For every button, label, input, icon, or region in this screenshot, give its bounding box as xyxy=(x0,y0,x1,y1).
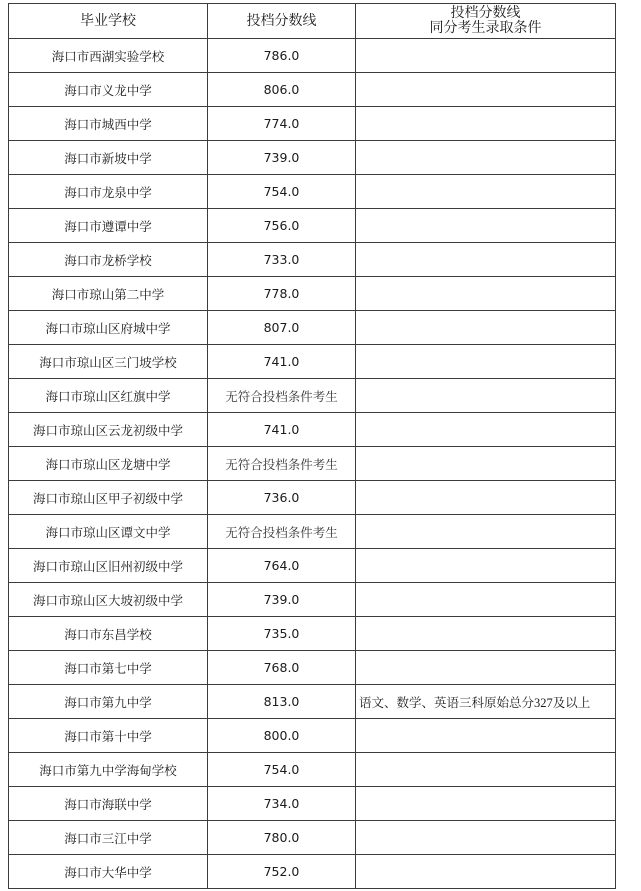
tie-condition-cell xyxy=(356,141,616,175)
cutoff-score-cell: 754.0 xyxy=(208,753,356,787)
school-name-cell: 海口市龙泉中学 xyxy=(9,175,208,209)
cutoff-score-cell: 768.0 xyxy=(208,651,356,685)
tie-condition-cell xyxy=(356,753,616,787)
cutoff-score-cell: 735.0 xyxy=(208,617,356,651)
tie-condition-cell xyxy=(356,583,616,617)
cutoff-score-cell: 774.0 xyxy=(208,107,356,141)
tie-condition-cell xyxy=(356,821,616,855)
cutoff-score-cell: 786.0 xyxy=(208,39,356,73)
school-name-cell: 海口市东昌学校 xyxy=(9,617,208,651)
cutoff-score-cell: 741.0 xyxy=(208,345,356,379)
cutoff-score-cell: 754.0 xyxy=(208,175,356,209)
tie-condition-cell xyxy=(356,719,616,753)
table-row xyxy=(9,787,616,821)
tie-condition-cell xyxy=(356,549,616,583)
cutoff-score-cell: 807.0 xyxy=(208,311,356,345)
school-name-cell: 海口市琼山区三门坡学校 xyxy=(9,345,208,379)
header-tie-label-line1: 投档分数线 xyxy=(450,6,521,21)
school-name-cell: 海口市琼山区谭文中学 xyxy=(9,515,208,549)
table-row xyxy=(9,345,616,379)
school-name-cell: 海口市西湖实验学校 xyxy=(9,39,208,73)
cutoff-score-cell: 800.0 xyxy=(208,719,356,753)
table-row xyxy=(9,413,616,447)
table-row xyxy=(9,583,616,617)
tie-condition-cell xyxy=(356,787,616,821)
tie-condition-cell xyxy=(356,243,616,277)
school-name-cell: 海口市龙桥学校 xyxy=(9,243,208,277)
tie-condition-cell xyxy=(356,209,616,243)
school-name-cell: 海口市义龙中学 xyxy=(9,73,208,107)
school-name-cell: 海口市琼山区甲子初级中学 xyxy=(9,481,208,515)
tie-condition-cell xyxy=(356,311,616,345)
table-row xyxy=(9,549,616,583)
header-score-label: 投档分数线 xyxy=(246,13,317,29)
tie-condition-cell xyxy=(356,515,616,549)
school-name-cell: 海口市三江中学 xyxy=(9,821,208,855)
cutoff-score-cell: 752.0 xyxy=(208,855,356,889)
tie-condition-cell xyxy=(356,175,616,209)
table-row xyxy=(9,311,616,345)
table-row xyxy=(9,107,616,141)
header-score xyxy=(208,4,356,39)
cutoff-table-container xyxy=(8,3,616,889)
tie-condition-cell xyxy=(356,617,616,651)
cutoff-score-cell: 734.0 xyxy=(208,787,356,821)
table-row xyxy=(9,617,616,651)
school-name-cell: 海口市琼山区云龙初级中学 xyxy=(9,413,208,447)
school-name-cell: 海口市琼山区红旗中学 xyxy=(9,379,208,413)
table-row xyxy=(9,685,616,719)
cutoff-score-cell: 756.0 xyxy=(208,209,356,243)
cutoff-score-cell: 无符合投档条件考生 xyxy=(208,515,356,549)
table-row xyxy=(9,39,616,73)
school-name-cell: 海口市琼山区大坡初级中学 xyxy=(9,583,208,617)
cutoff-score-cell: 无符合投档条件考生 xyxy=(208,447,356,481)
school-name-cell: 海口市海联中学 xyxy=(9,787,208,821)
tie-condition-cell xyxy=(356,481,616,515)
tie-condition-cell xyxy=(356,413,616,447)
table-row xyxy=(9,855,616,889)
table-row xyxy=(9,141,616,175)
cutoff-score-cell: 778.0 xyxy=(208,277,356,311)
table-row xyxy=(9,651,616,685)
table-body xyxy=(9,39,616,889)
cutoff-score-cell: 806.0 xyxy=(208,73,356,107)
school-name-cell: 海口市第十中学 xyxy=(9,719,208,753)
school-name-cell: 海口市琼山区旧州初级中学 xyxy=(9,549,208,583)
cutoff-score-cell: 无符合投档条件考生 xyxy=(208,379,356,413)
cutoff-score-cell: 780.0 xyxy=(208,821,356,855)
school-name-cell: 海口市琼山区龙塘中学 xyxy=(9,447,208,481)
table-row xyxy=(9,277,616,311)
header-school xyxy=(9,4,208,39)
tie-condition-cell xyxy=(356,379,616,413)
tie-condition-cell xyxy=(356,651,616,685)
cutoff-score-table xyxy=(8,3,616,889)
table-header-row xyxy=(9,4,616,39)
header-school-label: 毕业学校 xyxy=(80,13,136,29)
cutoff-score-cell: 741.0 xyxy=(208,413,356,447)
tie-condition-cell: 语文、数学、英语三科原始总分327及以上 xyxy=(356,685,616,719)
table-row xyxy=(9,753,616,787)
cutoff-score-cell: 813.0 xyxy=(208,685,356,719)
tie-condition-cell xyxy=(356,39,616,73)
cutoff-score-cell: 764.0 xyxy=(208,549,356,583)
school-name-cell: 海口市新坡中学 xyxy=(9,141,208,175)
header-tie-label-line2: 同分考生录取条件 xyxy=(429,21,542,36)
school-name-cell: 海口市遵谭中学 xyxy=(9,209,208,243)
cutoff-score-cell: 733.0 xyxy=(208,243,356,277)
tie-condition-cell xyxy=(356,855,616,889)
table-row xyxy=(9,821,616,855)
school-name-cell: 海口市琼山区府城中学 xyxy=(9,311,208,345)
school-name-cell: 海口市第九中学海甸学校 xyxy=(9,753,208,787)
table-row xyxy=(9,175,616,209)
table-row xyxy=(9,73,616,107)
table-row xyxy=(9,481,616,515)
cutoff-score-cell: 739.0 xyxy=(208,583,356,617)
tie-condition-cell xyxy=(356,447,616,481)
cutoff-score-cell: 739.0 xyxy=(208,141,356,175)
table-row xyxy=(9,719,616,753)
school-name-cell: 海口市琼山第二中学 xyxy=(9,277,208,311)
table-row xyxy=(9,243,616,277)
table-row xyxy=(9,209,616,243)
table-row xyxy=(9,379,616,413)
header-tie-condition xyxy=(356,4,616,39)
school-name-cell: 海口市第九中学 xyxy=(9,685,208,719)
school-name-cell: 海口市第七中学 xyxy=(9,651,208,685)
tie-condition-cell xyxy=(356,345,616,379)
table-row xyxy=(9,515,616,549)
table-row xyxy=(9,447,616,481)
school-name-cell: 海口市大华中学 xyxy=(9,855,208,889)
tie-condition-cell xyxy=(356,277,616,311)
school-name-cell: 海口市城西中学 xyxy=(9,107,208,141)
tie-condition-cell xyxy=(356,107,616,141)
tie-condition-cell xyxy=(356,73,616,107)
cutoff-score-cell: 736.0 xyxy=(208,481,356,515)
